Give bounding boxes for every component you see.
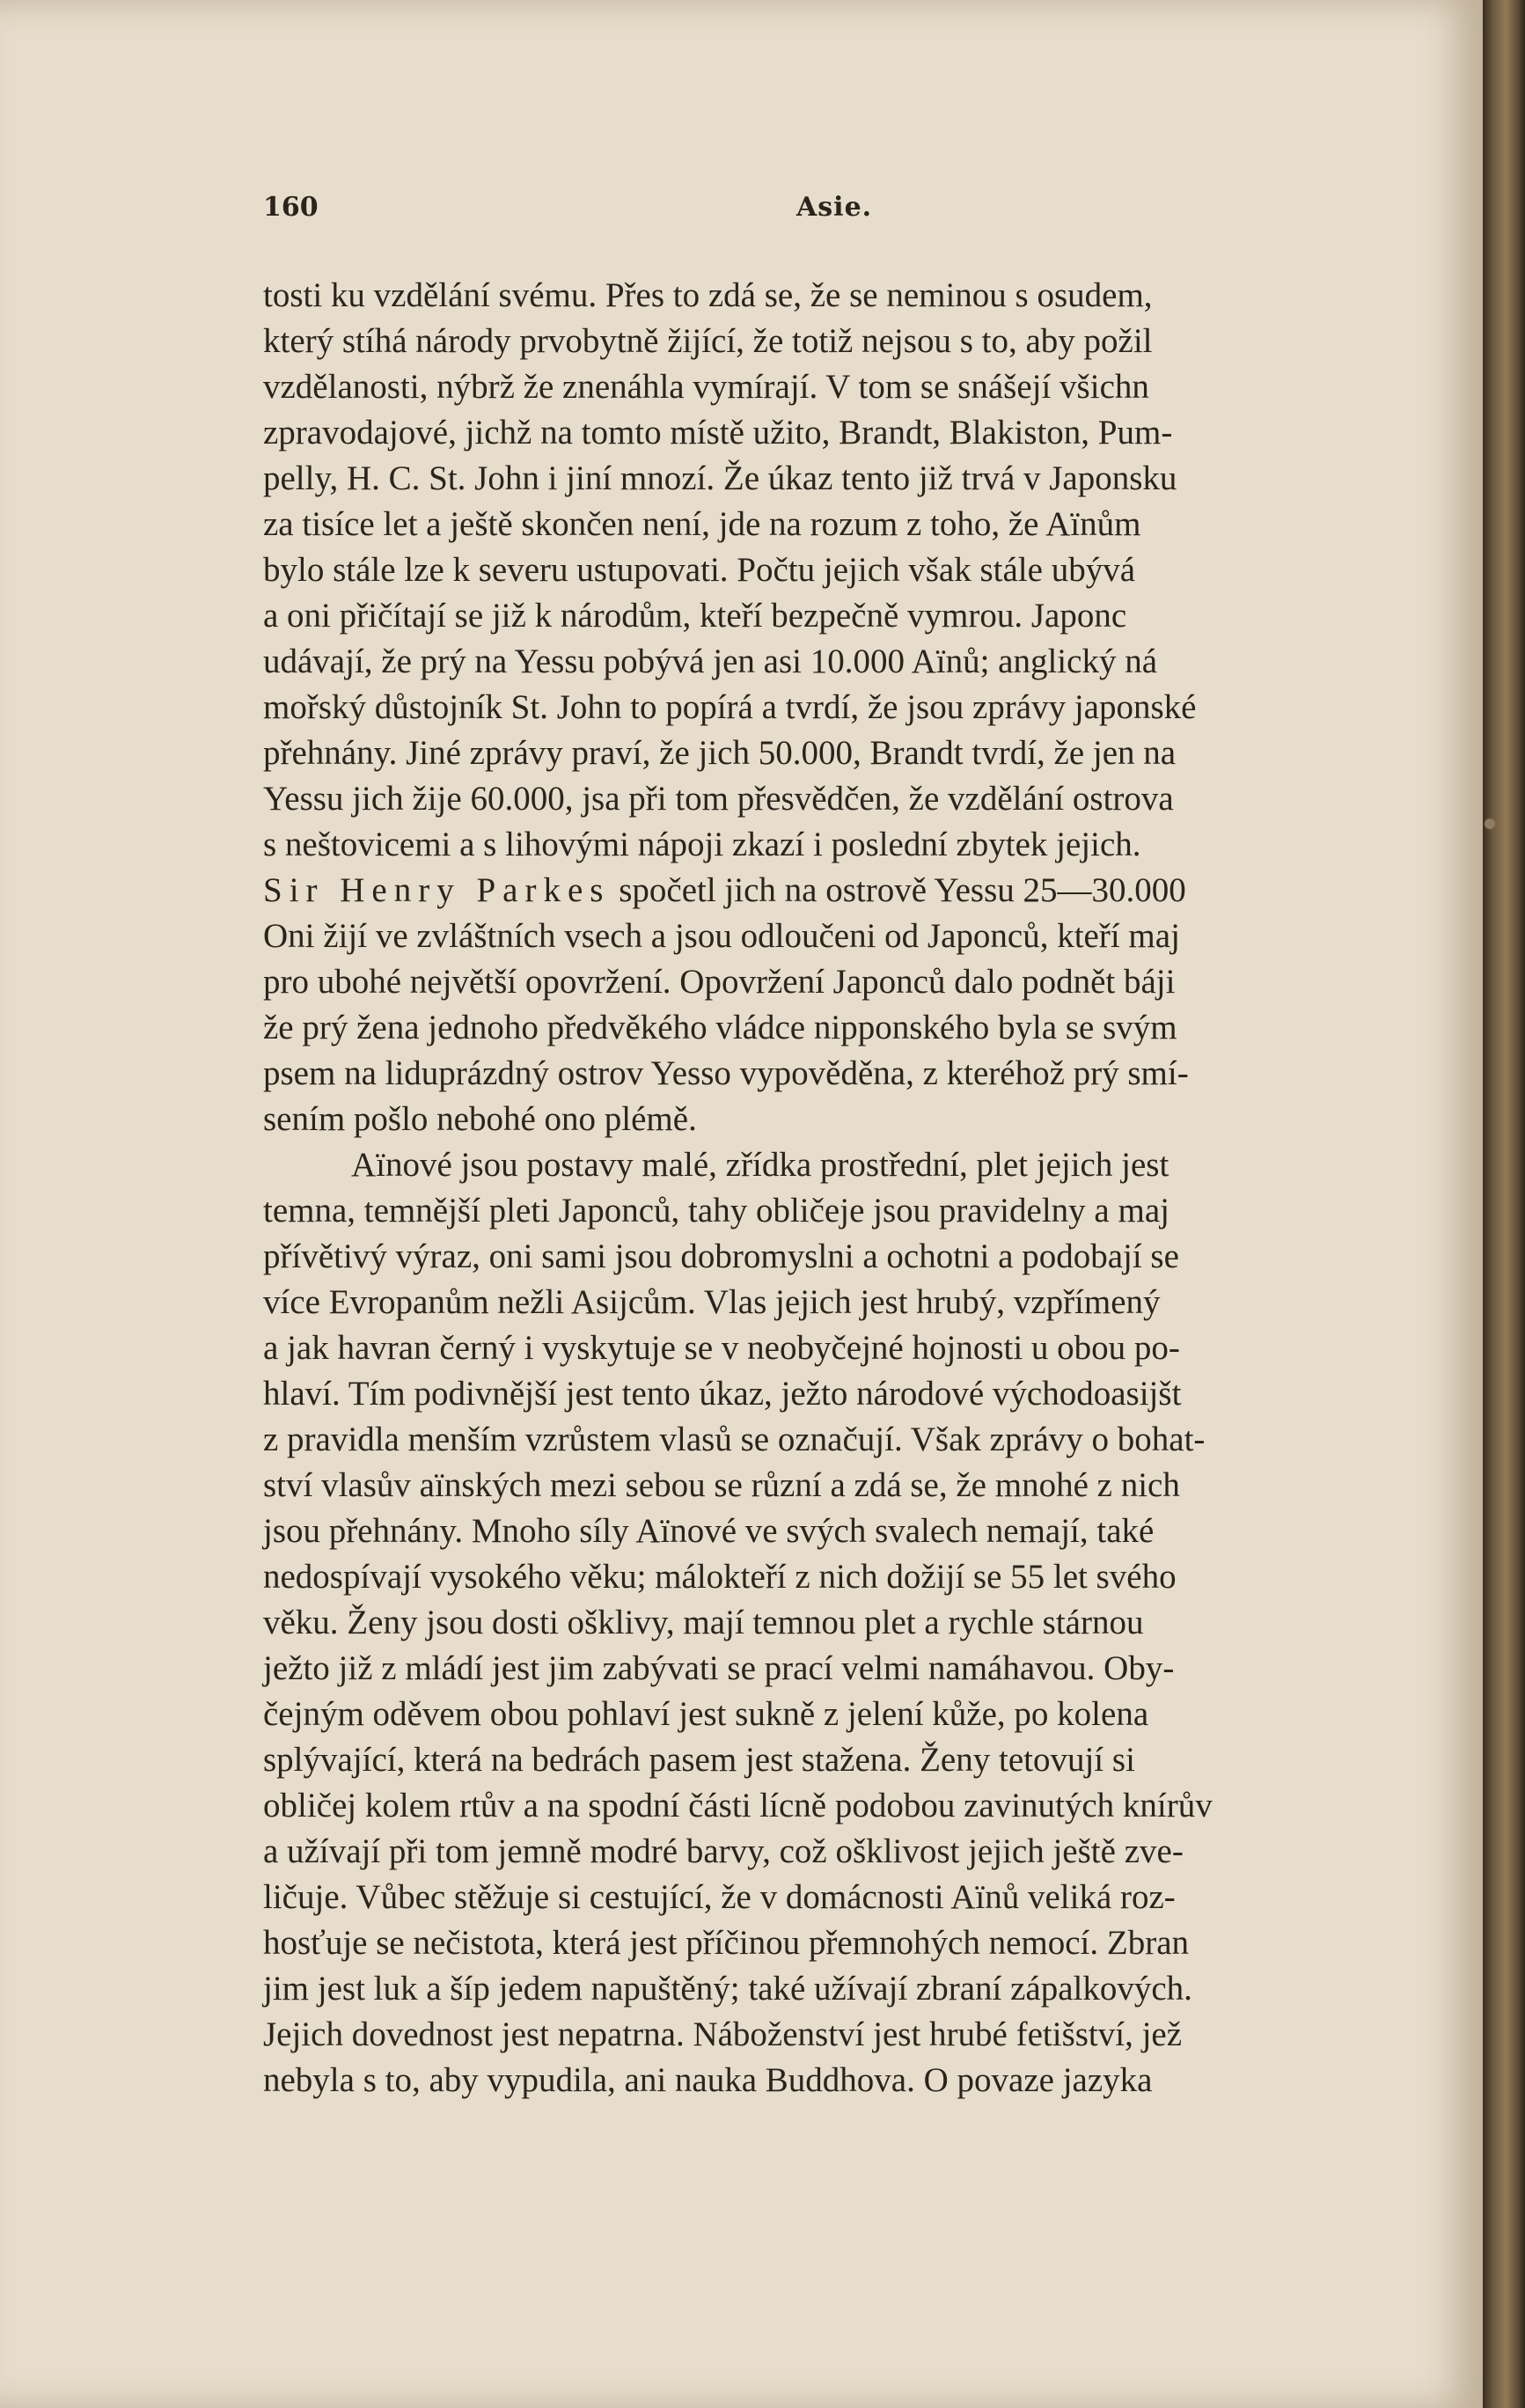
text-line: nebyla s to, aby vypudila, ani nauka Buddhova. O povaze jazyka [263, 2061, 1153, 2099]
text-line: Aïnové jsou postavy malé, zřídka prostřední, plet jejich jest [351, 1146, 1169, 1184]
spaced-name: Sir Henry Parkes [263, 871, 611, 909]
text-line: vzdělanosti, nýbrž že znenáhla vymírají. V tom se snášejí všichn [263, 368, 1149, 406]
page-header [0, 192, 1483, 227]
text-line: a oni přičítají se již k národům, kteří bezpečně vymrou. Japonc [263, 597, 1127, 635]
text-line: hosťuje se nečistota, která jest příčinou přemnohých nemocí. Zbran [263, 1924, 1190, 1962]
text-line: s neštovicemi a s lihovými nápoji zkazí i poslední zbytek jejich. [263, 826, 1141, 863]
text-line-sir-henry-parkes [263, 868, 1389, 914]
text-line: za tisíce let a ještě skončen není, jde na rozum z toho, že Aïnům [263, 505, 1141, 543]
text-line: ježto již z mládí jest jim zabývati se prací velmi namáhavou. Oby- [263, 1649, 1175, 1687]
text-line: ličuje. Vůbec stěžuje si cestující, že v domácnosti Aïnů veliká roz- [263, 1878, 1176, 1916]
book-spine [1483, 0, 1525, 2408]
text-line: mořský důstojník St. John to popírá a tvrdí, že jsou zprávy japonské [263, 688, 1197, 726]
paragraph-2 [263, 1142, 1389, 2103]
text-line: temna, temnější pleti Japonců, tahy obličeje jsou pravidelny a maj [263, 1192, 1169, 1230]
running-head: Asie. [796, 192, 873, 223]
text-line: udávají, že prý na Yessu pobývá jen asi 10.000 Aïnů; anglický ná [263, 642, 1157, 680]
text-line: že prý žena jednoho předvěkého vládce nipponského byla se svým [263, 1009, 1177, 1046]
paper-stain [1485, 819, 1495, 829]
text-line: bylo stále lze k severu ustupovati. Počtu jejich však stále ubývá [263, 551, 1136, 589]
text-line: více Evropanům nežli Asijcům. Vlas jejich jest hrubý, vzpřímený [263, 1283, 1161, 1321]
text-line: Yessu jich žije 60.000, jsa při tom přesvědčen, že vzdělání ostrova [263, 780, 1174, 818]
text-line: ství vlasův aïnských mezi sebou se různí a zdá se, že mnohé z nich [263, 1466, 1180, 1504]
text-line: jim jest luk a šíp jedem napuštěný; také užívají zbraní zápalkových. [263, 1970, 1192, 2008]
text-line: nedospívají vysokého věku; málokteří z nich dožijí se 55 let svého [263, 1558, 1177, 1596]
text-line: obličej kolem rtův a na spodní části lícně podobou zavinutých knírův [263, 1787, 1213, 1824]
text-line: psem na liduprázdný ostrov Yesso vypověděna, z kteréhož prý smí- [263, 1054, 1189, 1092]
text-line: věku. Ženy jsou dosti ošklivy, mají temnou plet a rychle stárnou [263, 1604, 1144, 1641]
text-line: sením pošlo nebohé ono plémě. [263, 1100, 697, 1138]
text-line: čejným oděvem obou pohlaví jest sukně z jelení kůže, po kolena [263, 1695, 1149, 1733]
text-line: tosti ku vzdělání svému. Přes to zdá se, že se neminou s osudem, [263, 276, 1153, 314]
text-line: z pravidla menším vzrůstem vlasů se označují. Však zprávy o bohat- [263, 1421, 1206, 1458]
text-line: přívětivý výraz, oni sami jsou dobromyslni a ochotni a podobají se [263, 1237, 1179, 1275]
paragraph-1 [263, 273, 1389, 1142]
text-line: pelly, H. C. St. John i jiní mnozí. Že úkaz tento již trvá v Japonsku [263, 459, 1177, 497]
text-line: který stíhá národy prvobytně žijící, že totiž nejsou s to, aby požil [263, 322, 1153, 360]
text-line: a jak havran černý i vyskytuje se v neobyčejné hojnosti u obou po- [263, 1329, 1180, 1367]
page-number: 160 [263, 192, 319, 223]
body-text [263, 273, 1389, 2103]
text-line: jsou přehnány. Mnoho síly Aïnové ve svých svalech nemají, také [263, 1512, 1155, 1550]
text-line-rest: spočetl jich na ostrově Yessu 25—30.000 [610, 871, 1186, 909]
text-line: přehnány. Jiné zprávy praví, že jich 50.000, Brandt tvrdí, že jen na [263, 734, 1177, 772]
text-line: Jejich dovednost jest nepatrna. Náboženství jest hrubé fetišství, jež [263, 2015, 1183, 2053]
text-line: a užívají při tom jemně modré barvy, což ošklivost jejich ještě zve- [263, 1832, 1184, 1870]
text-line: pro ubohé největší opovržení. Opovržení Japonců dalo podnět báji [263, 963, 1176, 1001]
text-line: splývající, která na bedrách pasem jest stažena. Ženy tetovují si [263, 1741, 1135, 1779]
text-line: hlaví. Tím podivnější jest tento úkaz, ježto národové východoasijšt [263, 1375, 1182, 1413]
text-line: zpravodajové, jichž na tomto místě užito, Brandt, Blakiston, Pum- [263, 414, 1173, 452]
text-line: Oni žijí ve zvláštních vsech a jsou odloučeni od Japonců, kteří maj [263, 917, 1180, 955]
